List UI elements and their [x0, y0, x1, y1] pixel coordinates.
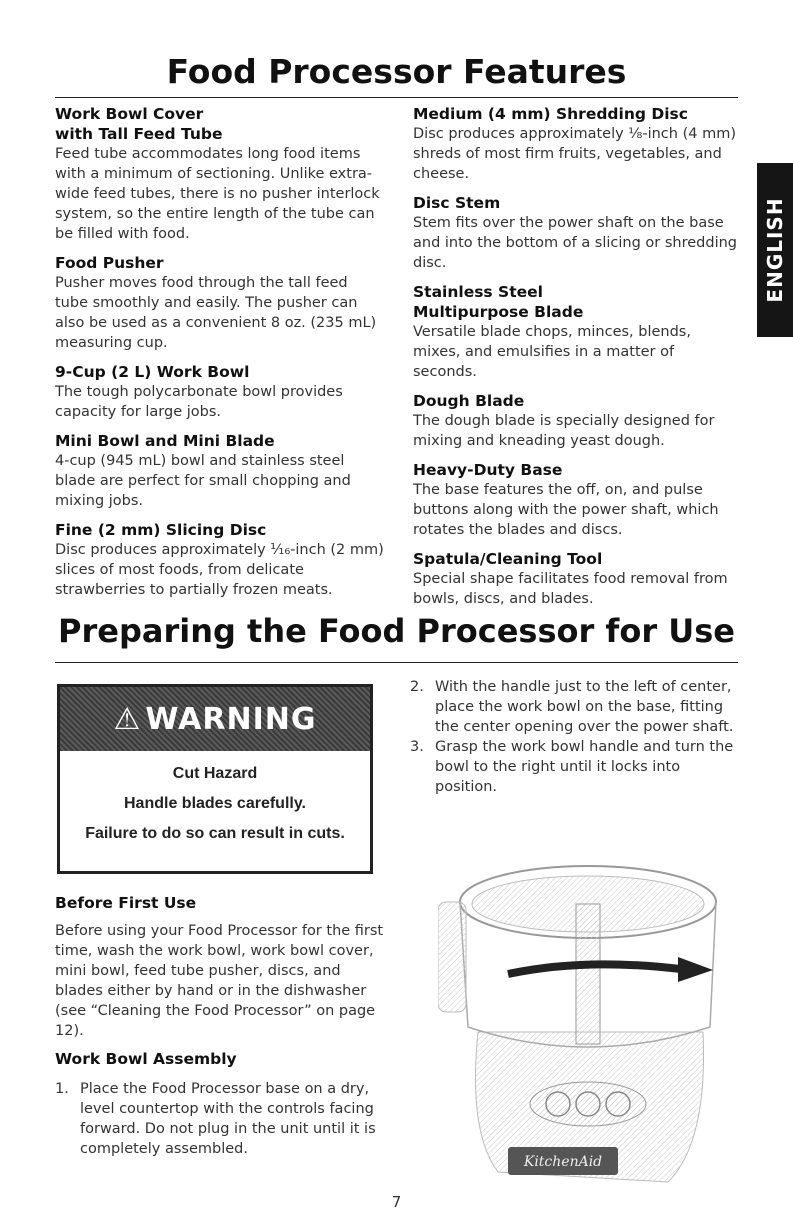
- feature-block: [55, 362, 385, 422]
- feature-block: [413, 104, 738, 184]
- right-lower-column: [410, 677, 735, 797]
- feature-description: Special shape facilitates food removal from bowls, discs, and blades.: [413, 571, 728, 607]
- feature-description: Versatile blade chops, minces, blends, mixes, and emulsifies in a matter of seconds.: [413, 324, 691, 380]
- feature-description: Stem fits over the power shaft on the base and into the bottom of a slicing or shredding disc.: [413, 215, 738, 271]
- section-title: Preparing the Food Processor for Use: [58, 612, 735, 650]
- feature-block: [413, 460, 738, 540]
- warning-header-text: WARNING: [145, 701, 317, 737]
- feature-block: [413, 282, 738, 382]
- feature-title: Work Bowl Cover with Tall Feed Tube: [55, 105, 223, 143]
- feature-block: [413, 549, 738, 609]
- assembly-steps-right: [410, 677, 735, 797]
- page-title: Food Processor Features: [166, 52, 627, 91]
- feature-title: Mini Bowl and Mini Blade: [55, 432, 275, 450]
- feature-title: Medium (4 mm) Shredding Disc: [413, 105, 688, 123]
- feature-title: Heavy-Duty Base: [413, 461, 563, 479]
- assembly-steps-left: [55, 1079, 385, 1159]
- warning-header: [60, 687, 370, 751]
- list-item: 2. With the handle just to the left of center, place the work bowl on the base, fitting the center opening over the power shaft.: [410, 679, 734, 735]
- page-number: 7: [391, 1193, 402, 1211]
- feature-block: [55, 431, 385, 511]
- feature-title: Stainless Steel Multipurpose Blade: [413, 283, 584, 321]
- food-processor-illustration: [438, 842, 738, 1192]
- feature-block: [413, 391, 738, 451]
- features-right-column: [413, 104, 738, 618]
- feature-description: The base features the off, on, and pulse buttons along with the power shaft, which rotates the blades and discs.: [413, 482, 719, 538]
- warning-triangle-icon: ⚠: [113, 701, 142, 737]
- feature-block: [413, 193, 738, 273]
- brand-logo: KitchenAid: [523, 1154, 603, 1170]
- list-item: 1. Place the Food Processor base on a dry, level countertop with the controls facing forward. Do not plug in the unit until it is completely assembled.: [55, 1081, 376, 1157]
- feature-description: Disc produces approximately ⅛-inch (4 mm) shreds of most firm fruits, vegetables, and cheese.: [413, 126, 736, 182]
- feature-title: Food Pusher: [55, 254, 164, 272]
- section-rule: [55, 662, 738, 663]
- language-tab: ENGLISH: [757, 163, 793, 337]
- warning-box: [57, 684, 373, 874]
- feature-block: [55, 253, 385, 353]
- feature-title: Dough Blade: [413, 392, 525, 410]
- assembly-title: Work Bowl Assembly: [55, 1050, 237, 1068]
- before-first-use-title: Before First Use: [55, 894, 197, 912]
- feature-description: Pusher moves food through the tall feed tube smoothly and easily. The pusher can also be used as a convenient 8 oz. (235 mL) measuring cup.: [55, 275, 377, 351]
- feature-title: Spatula/Cleaning Tool: [413, 550, 603, 568]
- feature-description: The dough blade is specially designed for mixing and kneading yeast dough.: [413, 413, 715, 449]
- feature-title: 9-Cup (2 L) Work Bowl: [55, 363, 250, 381]
- feature-description: Disc produces approximately ¹⁄₁₆-inch (2 mm) slices of most foods, from delicate strawberries to partially frozen meats.: [55, 542, 384, 598]
- feature-description: Feed tube accommodates long food items with a minimum of sectioning. Unlike extra-wide feed tubes, there is no pusher interlock system, so the entire length of the tube can be filled with food.: [55, 146, 380, 242]
- features-left-column: [55, 104, 385, 609]
- feature-title: Fine (2 mm) Slicing Disc: [55, 521, 267, 539]
- list-item: 3. Grasp the work bowl handle and turn the bowl to the right until it locks into position.: [410, 739, 734, 795]
- title-rule: [55, 97, 738, 98]
- feature-title: Disc Stem: [413, 194, 501, 212]
- before-first-use-body: Before using your Food Processor for the first time, wash the work bowl, work bowl cover, mini bowl, feed tube pusher, discs, and blades either by hand or in the dishwasher (see “Cleaning the Food Processor” on page 12).: [55, 923, 384, 1039]
- warning-hazard: Cut Hazard: [172, 765, 258, 782]
- feature-block: [55, 104, 385, 244]
- feature-description: 4-cup (945 mL) bowl and stainless steel blade are perfect for small chopping and mixing jobs.: [55, 453, 351, 509]
- left-lower-column: [55, 893, 385, 1159]
- feature-block: [55, 520, 385, 600]
- feature-description: The tough polycarbonate bowl provides capacity for large jobs.: [55, 384, 343, 420]
- warning-consequence: Failure to do so can result in cuts.: [85, 825, 345, 842]
- warning-instruction: Handle blades carefully.: [124, 795, 306, 812]
